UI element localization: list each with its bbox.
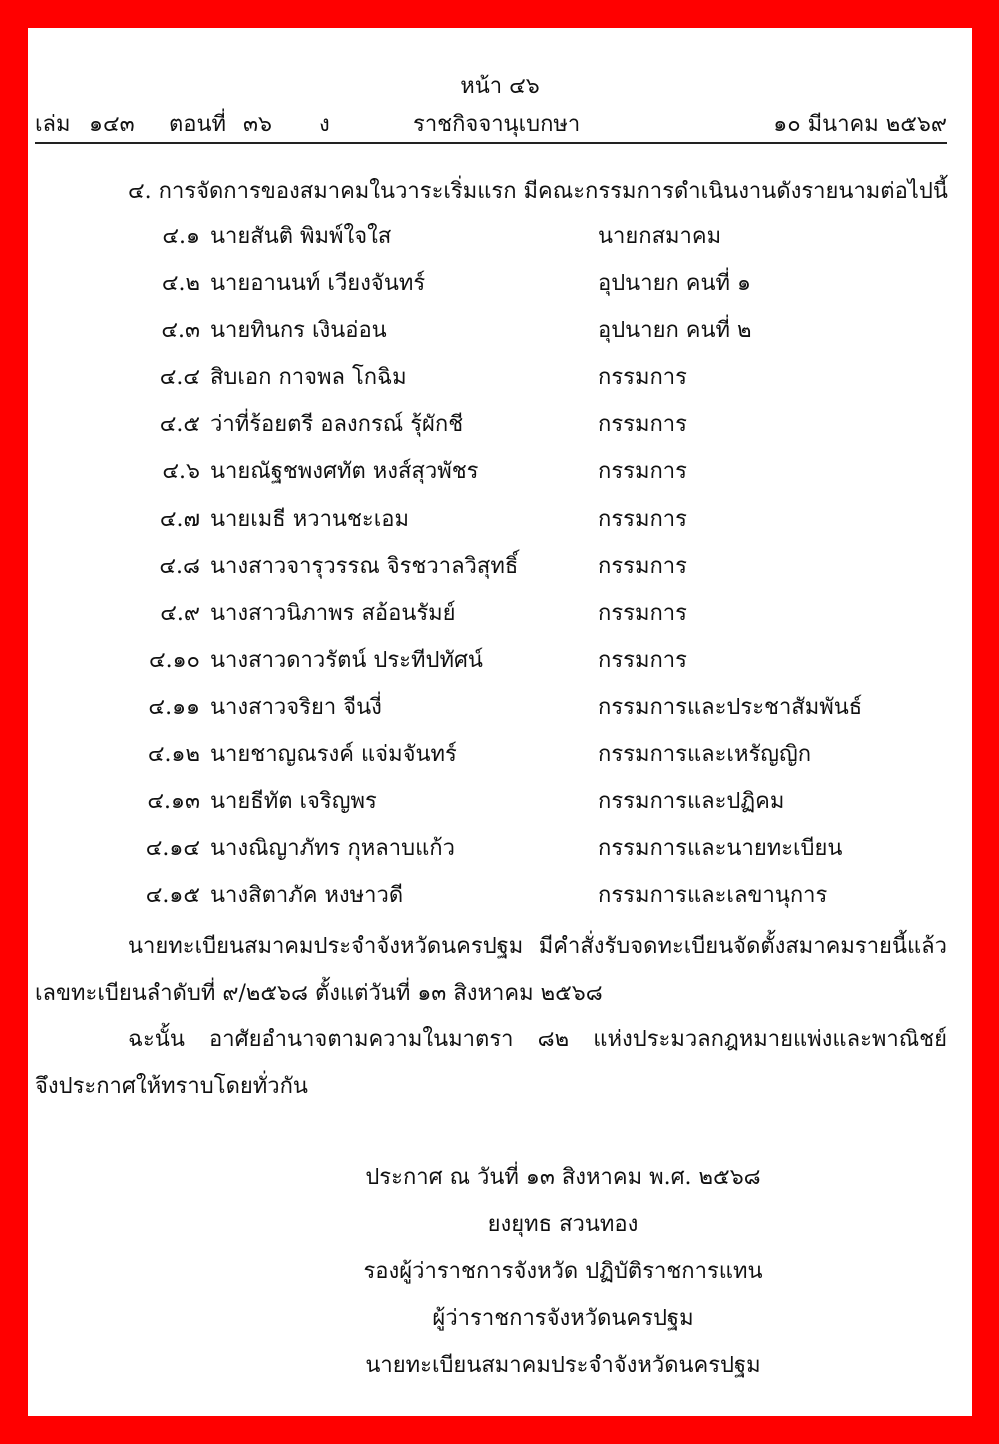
header-rule bbox=[35, 142, 947, 144]
member-role: กรรมการและเหรัญญิก bbox=[598, 742, 812, 768]
member-number: ๔.๗ bbox=[159, 506, 200, 532]
committee-member bbox=[28, 503, 972, 550]
registration-line-2: เลขทะเบียนลำดับที่ ๙/๒๕๖๘ ตั้งแต่วันที่ ๑๓ สิงหาคม ๒๕๖๘ bbox=[35, 981, 603, 1006]
member-role: นายกสมาคม bbox=[598, 224, 722, 249]
committee-member bbox=[28, 785, 972, 832]
signatory-position: นายทะเบียนสมาคมประจำจังหวัดนครปฐม bbox=[365, 1353, 761, 1378]
member-name: สิบเอก กาจพล โกฉิม bbox=[210, 365, 407, 391]
member-number: ๔.๘ bbox=[159, 553, 200, 579]
announcement-date: ประกาศ ณ วันที่ ๑๓ สิงหาคม พ.ศ. ๒๕๖๘ bbox=[365, 1165, 761, 1190]
member-name: นายอานนท์ เวียงจันทร์ bbox=[210, 271, 426, 297]
committee-member bbox=[28, 220, 972, 267]
member-name: นายณัฐชพงศทัต หงส์สุวพัชร bbox=[210, 459, 479, 485]
committee-member bbox=[28, 691, 972, 738]
member-role: กรรมการ bbox=[598, 600, 687, 626]
member-role: กรรมการ bbox=[598, 412, 687, 438]
member-name: นางสาวดาวรัตน์ ประทีปทัศน์ bbox=[210, 647, 483, 673]
member-number: ๔.๑๒ bbox=[147, 742, 200, 768]
member-name: นางณิญาภัทร กุหลาบแก้ว bbox=[210, 836, 455, 862]
member-number: ๔.๖ bbox=[162, 459, 200, 485]
committee-member bbox=[28, 408, 972, 455]
registration-line-1: นายทะเบียนสมาคมประจำจังหวัดนครปฐม มีคำสั่งรับจดทะเบียนจัดตั้งสมาคมรายนี้แล้ว bbox=[128, 934, 947, 959]
committee-member bbox=[28, 267, 972, 314]
committee-member bbox=[28, 738, 972, 785]
member-name: นางสาวนิภาพร สอ้อนรัมย์ bbox=[210, 600, 456, 626]
member-role: กรรมการและนายทะเบียน bbox=[598, 836, 843, 862]
member-number: ๔.๕ bbox=[159, 412, 200, 438]
issue-date: ๑๐ มีนาคม ๒๕๖๙ bbox=[773, 112, 947, 137]
volume-number: ๑๔๓ bbox=[89, 112, 135, 137]
member-name: นายเมธี หวานชะเอม bbox=[210, 506, 409, 532]
committee-member bbox=[28, 644, 972, 691]
member-number: ๔.๒ bbox=[161, 271, 200, 297]
volume-label: เล่ม bbox=[35, 112, 71, 137]
member-role: กรรมการและปฏิคม bbox=[598, 789, 785, 815]
member-number: ๔.๙ bbox=[160, 600, 200, 626]
committee-member bbox=[28, 879, 972, 926]
announcement-line-1: ฉะนั้น อาศัยอำนาจตามความในมาตรา ๘๒ แห่งประมวลกฎหมายแพ่งและพาณิชย์ bbox=[128, 1027, 947, 1052]
announcement-paragraph bbox=[35, 1016, 947, 1110]
member-name: นายธีทัต เจริญพร bbox=[210, 789, 377, 815]
member-role: อุปนายก คนที่ ๒ bbox=[598, 318, 752, 344]
gazette-page bbox=[28, 28, 972, 1416]
signatory-position: ผู้ว่าราชการจังหวัดนครปฐม bbox=[432, 1306, 694, 1331]
committee-member bbox=[28, 832, 972, 879]
member-role: กรรมการ bbox=[598, 506, 687, 532]
member-number: ๔.๑ bbox=[162, 224, 200, 249]
member-name: นางสิตาภัค หงษาวดี bbox=[210, 883, 404, 909]
member-role: กรรมการ bbox=[598, 647, 687, 673]
registration-paragraph bbox=[35, 923, 947, 1017]
member-role: กรรมการ bbox=[598, 553, 687, 579]
member-name: นายทินกร เงินอ่อน bbox=[210, 318, 387, 344]
member-role: กรรมการ bbox=[598, 459, 687, 485]
committee-member bbox=[28, 550, 972, 597]
issue-label: ตอนที่ bbox=[169, 112, 227, 137]
section-heading: ๔. การจัดการของสมาคมในวาระเริ่มแรก มีคณะกรรมการดำเนินงานดังรายนามต่อไปนี้ bbox=[128, 179, 948, 204]
member-number: ๔.๑๓ bbox=[147, 789, 200, 815]
gazette-header bbox=[35, 110, 947, 142]
member-number: ๔.๔ bbox=[159, 365, 200, 391]
member-name: นางสาวจริยา จีนงี่ bbox=[210, 694, 382, 720]
member-number: ๔.๑๕ bbox=[145, 883, 200, 909]
announcement-line-2: จึงประกาศให้ทราบโดยทั่วกัน bbox=[35, 1074, 308, 1099]
signatory-name: ยงยุทธ สวนทอง bbox=[487, 1212, 639, 1237]
member-role: กรรมการและเลขานุการ bbox=[598, 883, 828, 909]
committee-member bbox=[28, 597, 972, 644]
page-number: หน้า ๔๖ bbox=[460, 74, 540, 99]
member-number: ๔.๑๔ bbox=[145, 836, 200, 862]
member-name: นางสาวจารุวรรณ จิรชวาลวิสุทธิ์ bbox=[210, 553, 519, 579]
member-name: นายชาญณรงค์ แจ่มจันทร์ bbox=[210, 742, 457, 768]
member-name: นายสันติ พิมพ์ใจใส bbox=[210, 224, 392, 249]
committee-list bbox=[28, 220, 972, 926]
member-number: ๔.๓ bbox=[161, 318, 200, 344]
section-letter: ง bbox=[319, 112, 330, 137]
issue-number: ๓๖ bbox=[243, 112, 273, 137]
gazette-title: ราชกิจจานุเบกษา bbox=[413, 112, 581, 137]
member-role: กรรมการ bbox=[598, 365, 687, 391]
member-name: ว่าที่ร้อยตรี อลงกรณ์ รุ้ผักชี bbox=[210, 412, 464, 438]
committee-member bbox=[28, 314, 972, 361]
member-role: อุปนายก คนที่ ๑ bbox=[598, 271, 751, 297]
member-number: ๔.๑๐ bbox=[148, 647, 200, 673]
signatory-position: รองผู้ว่าราชการจังหวัด ปฏิบัติราชการแทน bbox=[363, 1259, 763, 1284]
member-number: ๔.๑๑ bbox=[148, 694, 200, 720]
committee-member bbox=[28, 361, 972, 408]
member-role: กรรมการและประชาสัมพันธ์ bbox=[598, 694, 863, 720]
committee-member bbox=[28, 455, 972, 502]
